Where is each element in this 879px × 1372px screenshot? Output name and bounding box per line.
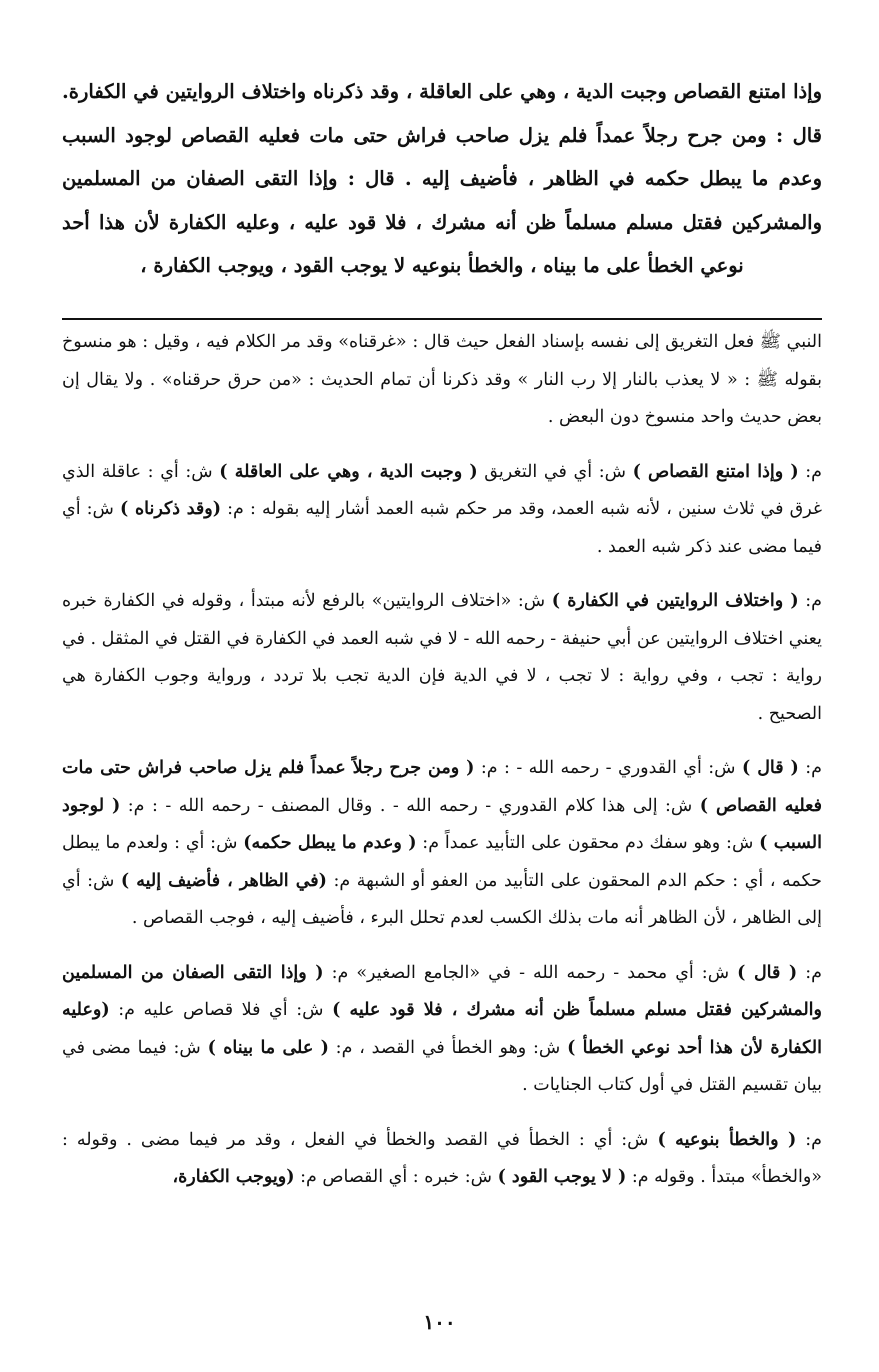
quoted-matn-text: ( وإذا التقى الصفان من المسلمين والمشركين فقتل مسلم مسلماً ظن أنه مشرك ، فلا قود عليه ) [62, 962, 822, 1020]
commentary-text: ش: أي فيما مضى عند ذكر شبه العمد . [62, 499, 822, 557]
commentary-text: ش: أي : الخطأ في القصد والخطأ في الفعل ، وقد مر فيما مضى . وقوله : «والخطأ» مبتدأ . وقوله م: [62, 1129, 822, 1187]
commentary-paragraph [62, 1122, 822, 1197]
quoted-matn-text: (وعليه الكفارة لأن هذا أحد نوعي الخطأ ) [62, 1000, 823, 1058]
commentary-text: ش: فيما مضى في بيان تقسيم القتل في أول كتاب الجنايات . [62, 1037, 822, 1095]
commentary-paragraph [62, 583, 822, 733]
quoted-matn-text: ( لا يوجب القود ) [497, 1167, 627, 1187]
quoted-matn-text: (في الظاهر ، فأضيف إليه ) [120, 870, 327, 891]
commentary-text: ش: أي فلا قصاص عليه م: [109, 1000, 333, 1020]
quoted-matn-text: ( وعدم ما يبطل حكمه) [243, 833, 417, 853]
quoted-matn-text: (ويوجب الكفارة، [172, 1167, 295, 1187]
main-text-paragraph: وإذا امتنع القصاص وجبت الدية ، وهي على العاقلة ، وقد ذكرناه واختلاف الروايتين في الكفارة. قال : ومن جرح رجلاً عمداً فلم يزل صاحب فراش حتى مات فعليه القصاص لوجود السبب وعدم ما يبطل حكمه في الظاهر ، فأضيف إليه . قال : وإذا التقى الصفان من المسلمين والمشركين فقتل مسلم مسلماً ظن أنه مشرك ، فلا قود عليه ، وعليه الكفارة لأن هذا أحد نوعي الخطأ على ما بيناه ، والخطأ بنوعيه لا يوجب القود ، ويوجب الكفارة ، [62, 80, 822, 277]
page-number: ١٠٠ [423, 1310, 456, 1334]
commentary-text: ش: أي : ولعدم ما يبطل حكمه ، أي : حكم الدم المحقون على التأبيد من العفو أو الشبهة م: [62, 833, 822, 891]
commentary-text: م: [796, 1129, 822, 1150]
commentary-paragraph [62, 324, 822, 437]
commentary-text: ش: أي إلى الظاهر ، لأن الظاهر أنه مات بذلك الكسب لعدم تحلل البرء ، فأضيف إليه ، فوجب القصاص . [62, 870, 822, 928]
quoted-matn-text: ( والخطأ بنوعيه ) [657, 1129, 797, 1150]
commentary-text: ش: وهو سفك دم محقون على التأبيد عمداً م: [416, 833, 760, 853]
commentary-text: ش: أي في التغريق [477, 461, 633, 482]
quoted-matn-text: ( ومن جرح رجلاً عمداً فلم يزل صاحب فراش حتى مات فعليه القصاص ) [62, 758, 822, 816]
quoted-matn-text: ( وجبت الدية ، وهي على العاقلة ) [219, 461, 478, 482]
quoted-matn-text: (وقد ذكرناه ) [120, 499, 222, 519]
commentary-text: ش: أي محمد - رحمه الله - في «الجامع الصغير» م: [323, 962, 738, 983]
commentary-paragraph [62, 955, 822, 1105]
commentary-text: م: [798, 461, 822, 482]
commentary-paragraph [62, 454, 822, 567]
commentary-text: ش: إلى هذا كلام القدوري - رحمه الله - . وقال المصنف - رحمه الله - : م: [120, 795, 700, 816]
quoted-matn-text: ( واختلاف الروايتين في الكفارة ) [551, 591, 799, 611]
section-divider [62, 318, 822, 320]
quoted-matn-text: ( وإذا امتنع القصاص ) [632, 461, 799, 482]
commentary-text: ش: خبره : أي القصاص م: [294, 1167, 498, 1187]
quoted-matn-text: ( لوجود السبب ) [62, 795, 822, 853]
commentary-section [62, 324, 822, 1214]
commentary-text: ش: «اختلاف الروايتين» بالرفع لأنه مبتدأ ، وقوله في الكفارة خبره يعني اختلاف الروايتين عن أبي حنيفة - رحمه الله - لا في شبه العمد في الكفارة في القتل في المثقل . في رواية : تجب ، وفي رواية : لا تجب ، لا في الدية فإن الدية تجب بلا تردد ، ورواية وجوب الكفارة هي الصحيح . [62, 591, 822, 724]
commentary-text: م: [798, 591, 822, 611]
commentary-text: م: [797, 962, 822, 983]
commentary-text: ش: وهو الخطأ في القصد ، م: [328, 1037, 568, 1058]
commentary-paragraph [62, 750, 822, 938]
commentary-text: ش: أي القدوري - رحمه الله - : م: [474, 758, 742, 778]
commentary-text: النبي ﷺ فعل التغريق إلى نفسه بإسناد الفعل حيث قال : «غرقناه» وقد مر الكلام فيه ، وقيل : هو منسوخ بقوله ﷺ : « لا يعذب بالنار إلا رب النار » وقد ذكرنا أن تمام الحديث : «من حرق حرقناه» . ولا يقال إن بعض حديث واحد منسوخ دون البعض . [62, 332, 822, 427]
quoted-matn-text: ( على ما بيناه ) [207, 1037, 329, 1058]
quoted-matn-text: ( قال ) [737, 962, 798, 983]
commentary-text: م: [798, 758, 823, 778]
quoted-matn-text: ( قال ) [741, 758, 799, 778]
commentary-text: ش: أي : عاقلة الذي غرق في ثلاث سنين ، لأنه شبه العمد، وقد مر حكم شبه العمد أشار إليه بقوله : م: [62, 461, 822, 519]
